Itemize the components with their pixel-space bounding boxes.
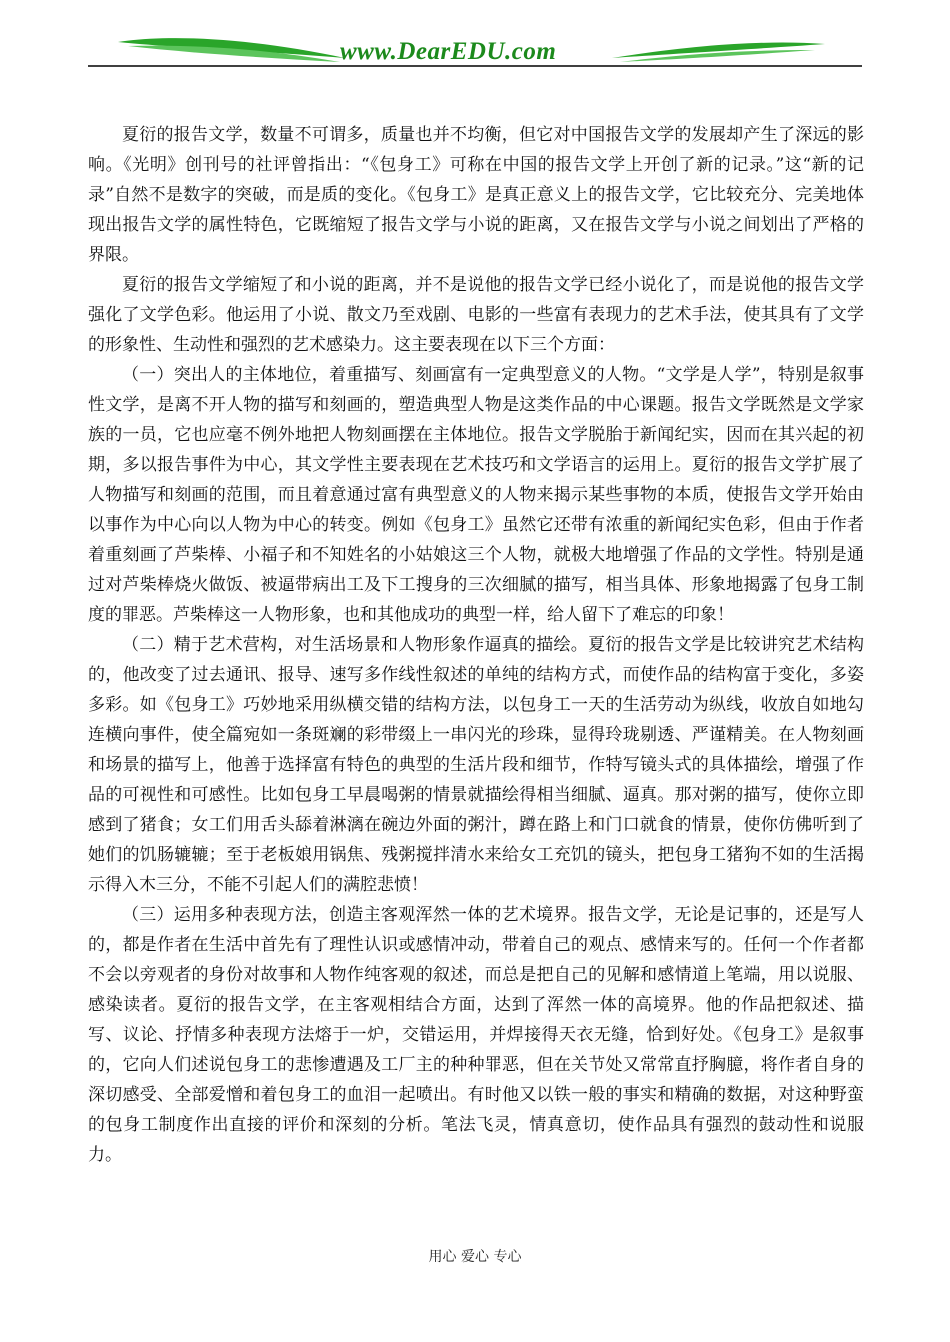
article-body: [88, 120, 864, 1170]
paragraph-point-1: （一）突出人的主体地位，着重描写、刻画富有一定典型意义的人物。“文学是人学”，特别是叙事性文学，是离不开人物的描写和刻画的，塑造典型人物是这类作品的中心课题。报告文学既然是文学家族的一员，它也应毫不例外地把人物刻画摆在主体地位。报告文学脱胎于新闻纪实，因而在其兴起的初期，多以报告事件为中心，其文学性主要表现在艺术技巧和文学语言的运用上。夏衍的报告文学扩展了人物描写和刻画的范围，而且着意通过富有典型意义的人物来揭示某些事物的本质，使报告文学开始由以事作为中心向以人物为中心的转变。例如《包身工》虽然它还带有浓重的新闻纪实色彩，但由于作者着重刻画了芦柴棒、小福子和不知姓名的小姑娘这三个人物，就极大地增强了作品的文学性。特别是通过对芦柴棒烧火做饭、被逼带病出工及下工搜身的三次细腻的描写，相当具体、形象地揭露了包身工制度的罪恶。芦柴棒这一人物形象，也和其他成功的典型一样，给人留下了难忘的印象！: [88, 365, 864, 625]
paragraph-overview: 夏衍的报告文学缩短了和小说的距离，并不是说他的报告文学已经小说化了，而是说他的报告文学强化了文学色彩。他运用了小说、散文乃至戏剧、电影的一些富有表现力的艺术手法，使其具有了文学的形象性、生动性和强烈的艺术感染力。这主要表现在以下三个方面：: [88, 275, 864, 355]
paragraph-point-3: （三）运用多种表现方法，创造主客观浑然一体的艺术境界。报告文学，无论是记事的，还是写人的，都是作者在生活中首先有了理性认识或感情冲动，带着自己的观点、感情来写的。任何一个作者都不会以旁观者的身份对故事和人物作纯客观的叙述，而总是把自己的见解和感情道上笔端，用以说服、感染读者。夏衍的报告文学，在主客观相结合方面，达到了浑然一体的高境界。他的作品把叙述、描写、议论、抒情多种表现方法熔于一炉，交错运用，并焊接得天衣无缝，恰到好处。《包身工》是叙事的，它向人们述说包身工的悲惨遭遇及工厂主的种种罪恶，但在关节处又常常直抒胸臆，将作者自身的深切感受、全部爱憎和着包身工的血泪一起喷出。有时他又以铁一般的事实和精确的数据，对这种野蛮的包身工制度作出直接的评价和深刻的分析。笔法飞灵，情真意切，使作品具有强烈的鼓动性和说服力。: [88, 905, 864, 1165]
page-footer: 用心 爱心 专心: [428, 1249, 522, 1265]
paragraph-intro: 夏衍的报告文学，数量不可谓多，质量也并不均衡，但它对中国报告文学的发展却产生了深远的影响。《光明》创刊号的社评曾指出：“《包身工》可称在中国的报告文学上开创了新的记录。”这“新的记录”自然不是数字的突破，而是质的变化。《包身工》是真正意义上的报告文学，它比较充分、完美地体现出报告文学的属性特色，它既缩短了报告文学与小说的距离，又在报告文学与小说之间划出了严格的界限。: [88, 125, 864, 265]
site-logo-text: www.DearEDU.com: [340, 38, 557, 65]
page-header: [0, 0, 950, 80]
paragraph-point-2: （二）精于艺术营构，对生活场景和人物形象作逼真的描绘。夏衍的报告文学是比较讲究艺术结构的，他改变了过去通讯、报导、速写多作线性叙述的单纯的结构方式，而使作品的结构富于变化，多姿多彩。如《包身工》巧妙地采用纵横交错的结构方法，以包身工一天的生活劳动为纵线，收放自如地勾连横向事件，使全篇宛如一条斑斓的彩带缀上一串闪光的珍珠，显得玲珑剔透、严谨精美。在人物刻画和场景的描写上，他善于选择富有特色的典型的生活片段和细节，作特写镜头式的具体描绘，增强了作品的可视性和可感性。比如包身工早晨喝粥的情景就描绘得相当细腻、逼真。那对粥的描写，使你立即感到了猪食；女工们用舌头舔着淋漓在碗边外面的粥汁，蹲在路上和门口就食的情景，使你仿佛听到了她们的饥肠辘辘；至于老板娘用锅焦、残粥搅拌清水来给女工充饥的镜头，把包身工猪狗不如的生活揭示得入木三分，不能不引起人们的满腔悲愤！: [88, 635, 864, 895]
